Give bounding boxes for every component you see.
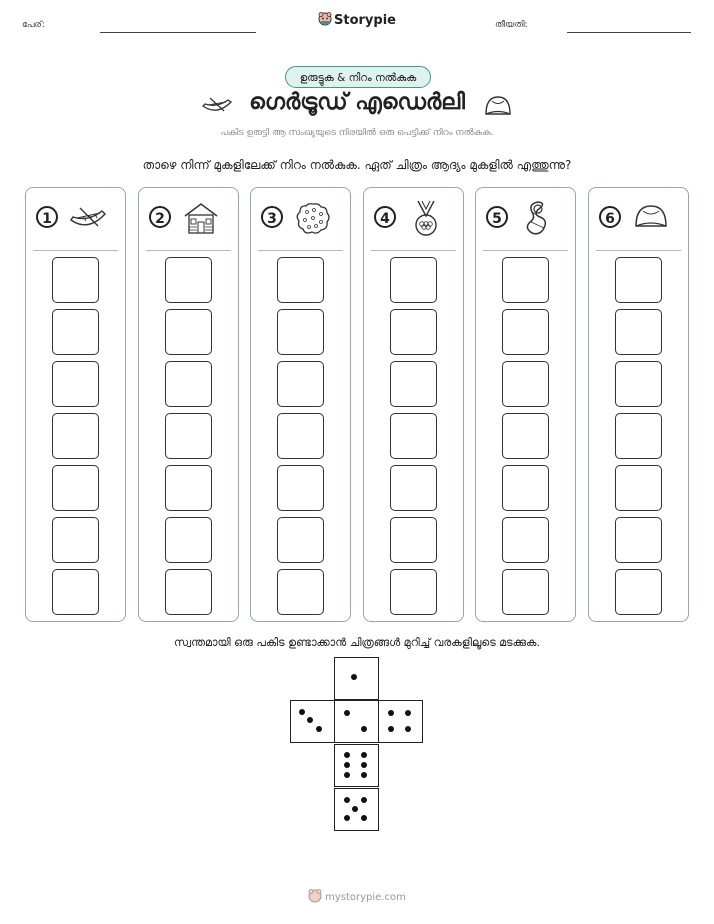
storypie-mascot-icon [308, 889, 322, 903]
color-box[interactable] [502, 309, 549, 355]
die-pip [307, 717, 313, 723]
column-divider [596, 250, 681, 251]
brand-logo [0, 12, 714, 28]
footer [0, 889, 714, 903]
color-box[interactable] [502, 361, 549, 407]
column-divider [371, 250, 456, 251]
color-box[interactable] [502, 517, 549, 563]
column-number: 4 [374, 206, 396, 228]
house-icon [181, 200, 221, 236]
color-box[interactable] [165, 517, 212, 563]
die-face-right [378, 700, 423, 743]
column-divider [483, 250, 568, 251]
color-box[interactable] [615, 413, 662, 459]
column-1 [25, 187, 126, 622]
color-box[interactable] [615, 257, 662, 303]
brand-name: Storypie [334, 13, 396, 28]
column-6 [588, 187, 689, 622]
die-face-center [334, 700, 379, 743]
die-face-bottom [334, 788, 379, 831]
die-pip [388, 710, 394, 716]
sea-sponge-icon [293, 200, 333, 236]
die-pip [405, 710, 411, 716]
swim-cap-icon [631, 200, 671, 236]
olympic-medal-icon [406, 200, 446, 236]
cut-instruction: സ്വന്തമായി ഒരു പകിട ഉണ്ടാക്കാൻ ചിത്രങ്ങൾ മുറിച്ച് വരകളിലൂടെ മടക്കുക. [174, 636, 540, 649]
color-box[interactable] [277, 569, 324, 615]
color-box[interactable] [390, 517, 437, 563]
die-face-left [290, 700, 335, 743]
die-pip [361, 762, 367, 768]
die-pip [361, 752, 367, 758]
color-box[interactable] [615, 309, 662, 355]
color-box[interactable] [390, 361, 437, 407]
color-box[interactable] [165, 465, 212, 511]
column-number: 1 [36, 206, 58, 228]
activity-tag: ഉരുട്ടുക & നിറം നൽകുക [285, 66, 431, 88]
die-pip [405, 726, 411, 732]
column-2 [138, 187, 239, 622]
color-box[interactable] [277, 517, 324, 563]
swim-cap-icon [483, 94, 513, 120]
column-5 [475, 187, 576, 622]
die-pip [344, 772, 350, 778]
die-pip [344, 797, 350, 803]
color-box[interactable] [615, 465, 662, 511]
name-field-line[interactable] [100, 32, 256, 33]
color-box[interactable] [277, 361, 324, 407]
column-3 [250, 187, 351, 622]
column-number: 5 [486, 206, 508, 228]
color-box[interactable] [52, 361, 99, 407]
page-title: ഗെർട്രൂഡ് എഡെർലി [249, 90, 465, 115]
footer-url[interactable]: mystorypie.com [325, 892, 406, 903]
color-box[interactable] [165, 257, 212, 303]
color-box[interactable] [52, 309, 99, 355]
color-box[interactable] [277, 465, 324, 511]
date-label: തീയതി: [495, 20, 528, 30]
color-box[interactable] [390, 413, 437, 459]
die-pip [344, 815, 350, 821]
page-subtitle: പകിട ഉരുട്ടി ആ സംഖ്യയുടെ നിരയിൽ ഒരു പെട്ടിക്ക് നിറം നൽകുക. [220, 128, 494, 138]
name-label: പേര്: [22, 20, 45, 30]
column-divider [146, 250, 231, 251]
die-pip [344, 762, 350, 768]
color-box[interactable] [390, 569, 437, 615]
die-pip [344, 710, 350, 716]
color-box[interactable] [277, 413, 324, 459]
column-divider [258, 250, 343, 251]
color-box[interactable] [390, 465, 437, 511]
die-face-top [334, 657, 379, 700]
date-field-line[interactable] [567, 32, 691, 33]
color-box[interactable] [615, 361, 662, 407]
color-box[interactable] [52, 257, 99, 303]
die-pip [361, 815, 367, 821]
color-box[interactable] [165, 309, 212, 355]
column-4 [363, 187, 464, 622]
column-divider [33, 250, 118, 251]
color-box[interactable] [165, 361, 212, 407]
color-box[interactable] [502, 257, 549, 303]
color-box[interactable] [615, 517, 662, 563]
die-pip [388, 726, 394, 732]
color-box[interactable] [390, 309, 437, 355]
die-pip [351, 674, 357, 680]
die-pip [352, 806, 358, 812]
column-number: 3 [261, 206, 283, 228]
color-box[interactable] [502, 413, 549, 459]
color-box[interactable] [52, 465, 99, 511]
die-pip [316, 726, 322, 732]
color-box[interactable] [277, 309, 324, 355]
color-box[interactable] [277, 257, 324, 303]
column-number: 2 [149, 206, 171, 228]
color-box[interactable] [502, 569, 549, 615]
color-box[interactable] [165, 413, 212, 459]
color-box[interactable] [615, 569, 662, 615]
instruction-text: താഴെ നിന്ന് മുകളിലേക്ക് നിറം നൽകുക. ഏത് ചിത്രം ആദ്യം മുകളിൽ എത്തുന്നു? [142, 158, 572, 172]
die-pip [344, 752, 350, 758]
color-box[interactable] [52, 413, 99, 459]
die-pip [299, 709, 305, 715]
column-number: 6 [599, 206, 621, 228]
die-pip [361, 772, 367, 778]
color-box[interactable] [52, 569, 99, 615]
die-pip [361, 797, 367, 803]
storypie-mascot-icon [318, 12, 332, 26]
die-pip [361, 726, 367, 732]
color-box[interactable] [52, 517, 99, 563]
rowboat-icon [68, 200, 108, 236]
color-box[interactable] [502, 465, 549, 511]
rope-knot-icon [518, 200, 558, 236]
color-box[interactable] [390, 257, 437, 303]
color-box[interactable] [165, 569, 212, 615]
die-face-lower [334, 744, 379, 787]
